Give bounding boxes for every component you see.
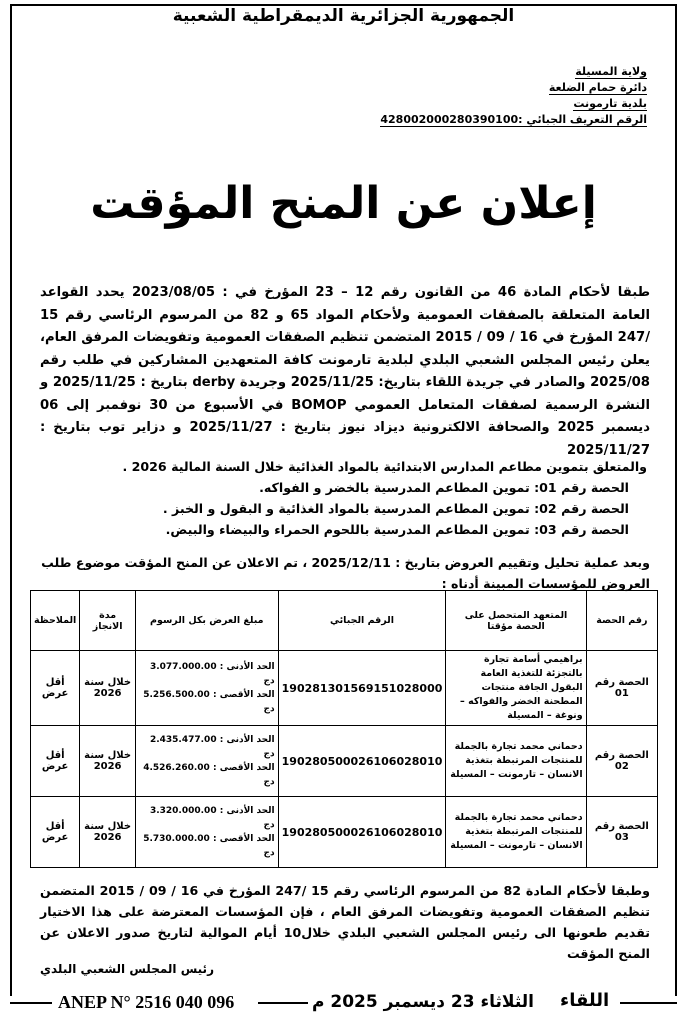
amount-max: الحد الأقصى : 5.256.500.00 دج (143, 690, 275, 714)
lot-item: الحصة رقم 01: تموين المطاعم المدرسية بالخضر و الفواكه. (259, 480, 629, 495)
tax-id-cell: 190280500026106028010 (278, 797, 446, 868)
col-bidder: المتعهد المتحصل على الحصة مؤقتا (446, 591, 586, 651)
tax-id: الرقم التعريف الجبائي :428002000280390100 (380, 113, 647, 126)
table-header-row (31, 591, 658, 651)
lot-item: الحصة رقم 02: تموين المطاعم المدرسية بالمواد الغذائية و البقول و الخبز . (162, 501, 629, 516)
anep-number: ANEP N° 2516 040 096 (58, 992, 235, 1012)
note-cell: أقل عرض (31, 651, 80, 726)
duration-cell: خلال سنة 2026 (80, 651, 136, 726)
subject: والمتعلق بتموين مطاعم المدارس الابتدائية بالمواد الغذائية خلال السنة المالية 2026 . (122, 459, 647, 474)
note-cell: أقل عرض (31, 797, 80, 868)
amount-cell (135, 651, 278, 726)
amount-max: الحد الأقصى : 4.526.260.00 دج (143, 763, 275, 787)
footer-divider (10, 1002, 52, 1004)
footer (0, 990, 687, 1014)
lot-cell: الحصة رقم 02 (586, 726, 657, 797)
award-table (30, 590, 658, 868)
amount-cell (135, 726, 278, 797)
signature: رئيس المجلس الشعبي البلدي (40, 962, 214, 976)
col-note: الملاحظة (31, 591, 80, 651)
amount-min: الحد الأدنى : 2.435.477.00 دج (149, 735, 275, 759)
amount-max: الحد الأقصى : 5.730.000.00 دج (143, 834, 275, 858)
col-tax-id: الرقم الجبائي (278, 591, 446, 651)
publication-date: الثلاثاء 23 ديسمبر 2025 م (312, 992, 534, 1012)
footer-divider (620, 1002, 677, 1004)
appeal-paragraph: وطبقا لأحكام المادة 82 من المرسوم الرئاسي رقم 15 /247 المؤرخ في 16 / 09 / 2015 المتضمن تنظيم الصفقات العمومية وتفويضات المرفق العام ، فإن المؤسسات المعترضة على هذا الاختيار تقديم طعونها الى رئيس المجلس الشعبي البلدي خلال10 أيام الموالية لتاريخ صدور الاعلان عن المنح المؤقت (40, 883, 650, 961)
col-amount: مبلغ العرض بكل الرسوم (135, 591, 278, 651)
col-lot: رقم الحصة (586, 591, 657, 651)
bidder-cell: دحماني محمد تجارة بالجملة للمنتجات المرتبطة بتغذية الانسان – تارمونت – المسيلة (446, 797, 586, 868)
wilaya: ولاية المسيلة (575, 65, 647, 78)
amount-min: الحد الأدنى : 3.077.000.00 دج (149, 662, 275, 686)
lot-cell: الحصة رقم 03 (586, 797, 657, 868)
duration-cell: خلال سنة 2026 (80, 797, 136, 868)
duration-cell: خلال سنة 2026 (80, 726, 136, 797)
bidder-cell: براهيمي أسامة تجارة بالتجزئة للتغذية العامة البقول الجافة منتجات المطحنة الخضر والفواكه – ونوغة – المسيلة (446, 651, 586, 726)
lots-list (37, 456, 647, 540)
evaluation-text: وبعد عملية تحليل وتقييم العروض بتاريخ : 2025/12/11 ، تم الاعلان عن المنح المؤقت موضوع طلب العروض للمؤسسات المبينة أدناه : (41, 555, 650, 591)
bidder-cell: دحماني محمد تجارة بالجملة للمنتجات المرتبطة بتغذية الانسان – تارمونت – المسيلة (446, 726, 586, 797)
announcement-title: إعلان عن المنح المؤقت (90, 178, 597, 229)
tax-id-cell: 190280500026106028010 (278, 726, 446, 797)
col-duration: مدة الانجاز (80, 591, 136, 651)
note-cell: أقل عرض (31, 726, 80, 797)
lot-item: الحصة رقم 03: تموين المطاعم المدرسية باللحوم الحمراء والبيضاء والبيض. (165, 522, 629, 537)
intro-paragraph: طبقا لأحكام المادة 46 من القانون رقم 12 – 23 المؤرخ في : 2023/08/05 يحدد القواعد العامة المتعلقة بالصفقات العمومية ولأحكام المواد 65 و 82 من المرسوم الرئاسي رقم 15 /247 المؤرخ في 16 / 09 / 2015 المتضمن تنظيم الصفقات العمومية وتفويضات المرفق العام، يعلن رئيس المجلس الشعبي البلدي لبلدية تارمونت كافة المتعهدين المشاركين في طلب رقم 2025/08 والصادر في جريدة اللقاء بتاريخ: 2025/11/25 وجريدة derby بتاريخ : 2025/11/25 و النشرة الرسمية لصفقات المتعامل العمومي BOMOP في الأسبوع من 30 نوفمبر إلى 06 ديسمبر 2025 والصحافة الالكترونية ديزاد نيوز بتاريخ : 2025/11/27 و دزاير توب بتاريخ : 2025/11/27 (40, 285, 651, 458)
amount-min: الحد الأدنى : 3.320.000.00 دج (149, 806, 275, 830)
republic-header: الجمهورية الجزائرية الديمقراطية الشعبية (172, 6, 515, 26)
lot-cell: الحصة رقم 01 (586, 651, 657, 726)
administration-block (380, 64, 647, 128)
table-row (31, 797, 658, 868)
table-row (31, 726, 658, 797)
commune: بلدية تارمونت (573, 97, 647, 110)
daira: دائرة حمام الضلعة (548, 81, 647, 94)
amount-cell (135, 797, 278, 868)
footer-divider (258, 1002, 308, 1004)
table-row (31, 651, 658, 726)
tax-id-cell: 190281301569151028000 (278, 651, 446, 726)
newspaper-logo: اللقاء (560, 990, 610, 1011)
